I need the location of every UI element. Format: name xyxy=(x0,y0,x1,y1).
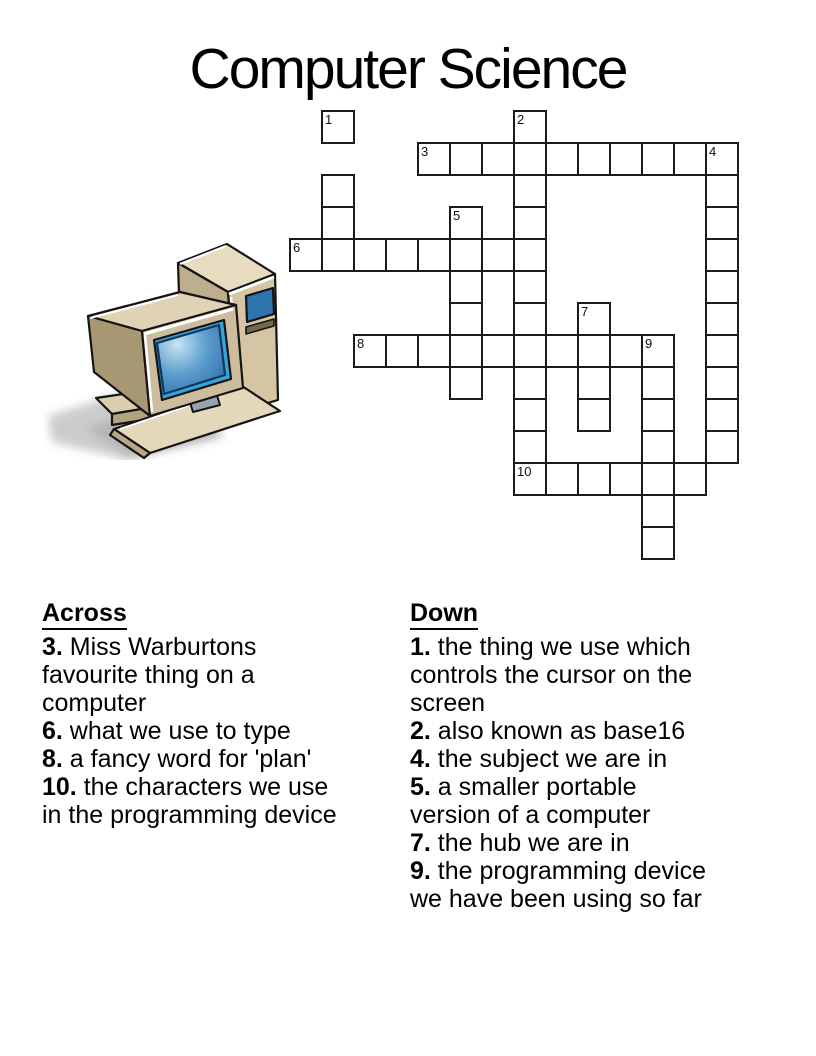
grid-cell xyxy=(449,270,483,304)
grid-cell xyxy=(641,366,675,400)
clue-number: 4. xyxy=(410,745,431,773)
grid-cell xyxy=(705,270,739,304)
cell-number: 7 xyxy=(581,304,589,319)
clue-number: 6. xyxy=(42,717,63,745)
clue-number: 2. xyxy=(410,717,431,745)
grid-cell xyxy=(353,334,387,368)
cell-number: 3 xyxy=(421,144,429,159)
grid-cell xyxy=(449,142,483,176)
grid-cell xyxy=(353,238,387,272)
grid-cell xyxy=(641,494,675,528)
computer-clipart xyxy=(30,230,300,460)
grid-cell xyxy=(577,302,611,336)
grid-cell xyxy=(289,238,323,272)
grid-cell xyxy=(385,334,419,368)
grid-cell xyxy=(705,398,739,432)
grid-cell xyxy=(705,334,739,368)
grid-cell xyxy=(705,174,739,208)
down-heading: Down xyxy=(410,599,752,627)
grid-cell xyxy=(513,430,547,464)
down-clue-1: 1. the thing we use which controls the cursor on the screen xyxy=(410,633,693,717)
grid-cell xyxy=(577,366,611,400)
grid-cell xyxy=(577,142,611,176)
crossword-grid xyxy=(289,110,739,560)
grid-cell xyxy=(545,142,579,176)
grid-cell xyxy=(641,462,675,496)
grid-cell xyxy=(321,206,355,240)
across-clue-3: 3. Miss Warburtons favourite thing on a computer xyxy=(42,633,257,717)
clue-number: 10. xyxy=(42,773,77,801)
clue-number: 8. xyxy=(42,745,63,773)
grid-cell xyxy=(513,398,547,432)
grid-cell xyxy=(481,238,515,272)
grid-cell xyxy=(449,238,483,272)
grid-cell xyxy=(321,110,355,144)
clue-number: 7. xyxy=(410,829,431,857)
clue-number: 9. xyxy=(410,857,431,885)
grid-cell xyxy=(673,142,707,176)
grid-cell xyxy=(513,334,547,368)
grid-cell xyxy=(417,238,451,272)
grid-cell xyxy=(449,334,483,368)
grid-cell xyxy=(321,174,355,208)
down-clue-2: 2. also known as base16 xyxy=(410,717,686,745)
grid-cell xyxy=(641,526,675,560)
down-clue-4: 4. the subject we are in xyxy=(410,745,668,773)
grid-cell xyxy=(705,206,739,240)
grid-cell xyxy=(545,462,579,496)
grid-cell xyxy=(577,334,611,368)
clue-number: 3. xyxy=(42,633,63,661)
down-clue-9: 9. the programming device we have been using so far xyxy=(410,857,706,913)
cell-number: 6 xyxy=(293,240,301,255)
grid-cell xyxy=(449,366,483,400)
grid-cell xyxy=(705,302,739,336)
grid-cell xyxy=(481,142,515,176)
cell-number: 5 xyxy=(453,208,461,223)
grid-cell xyxy=(513,302,547,336)
grid-cell xyxy=(513,462,547,496)
across-clues xyxy=(42,599,376,829)
grid-cell xyxy=(673,462,707,496)
grid-cell xyxy=(641,334,675,368)
cell-number: 9 xyxy=(645,336,653,351)
grid-cell xyxy=(513,110,547,144)
across-heading: Across xyxy=(42,599,376,627)
down-clue-list xyxy=(410,633,752,913)
down-clues xyxy=(410,599,752,913)
cell-number: 4 xyxy=(709,144,717,159)
grid-cell xyxy=(577,462,611,496)
grid-cell xyxy=(513,206,547,240)
cell-number: 1 xyxy=(325,112,333,127)
grid-cell xyxy=(449,206,483,240)
grid-cell xyxy=(513,174,547,208)
down-clue-7: 7. the hub we are in xyxy=(410,829,630,857)
grid-cell xyxy=(641,398,675,432)
grid-cell xyxy=(705,142,739,176)
grid-cell xyxy=(577,398,611,432)
grid-cell xyxy=(385,238,419,272)
down-clue-5: 5. a smaller portable version of a computer xyxy=(410,773,651,829)
cell-number: 8 xyxy=(357,336,365,351)
grid-cell xyxy=(417,334,451,368)
grid-cell xyxy=(641,430,675,464)
page-title: Computer Science xyxy=(189,37,627,101)
grid-cell xyxy=(705,366,739,400)
grid-cell xyxy=(705,238,739,272)
across-clue-8: 8. a fancy word for 'plan' xyxy=(42,745,312,773)
grid-cell xyxy=(513,142,547,176)
grid-cell xyxy=(513,270,547,304)
grid-cell xyxy=(481,334,515,368)
grid-cell xyxy=(705,430,739,464)
grid-cell xyxy=(417,142,451,176)
across-clue-6: 6. what we use to type xyxy=(42,717,291,745)
grid-cell xyxy=(545,334,579,368)
across-clue-list xyxy=(42,633,376,829)
clue-number: 1. xyxy=(410,633,431,661)
grid-cell xyxy=(609,334,643,368)
clue-number: 5. xyxy=(410,773,431,801)
across-clue-10: 10. the characters we use in the programming device xyxy=(42,773,337,829)
grid-cell xyxy=(641,142,675,176)
grid-cell xyxy=(321,238,355,272)
grid-cell xyxy=(609,142,643,176)
grid-cell xyxy=(513,238,547,272)
cell-number: 2 xyxy=(517,112,525,127)
grid-cell xyxy=(449,302,483,336)
grid-cell xyxy=(513,366,547,400)
grid-cell xyxy=(609,462,643,496)
cell-number: 10 xyxy=(517,464,532,479)
